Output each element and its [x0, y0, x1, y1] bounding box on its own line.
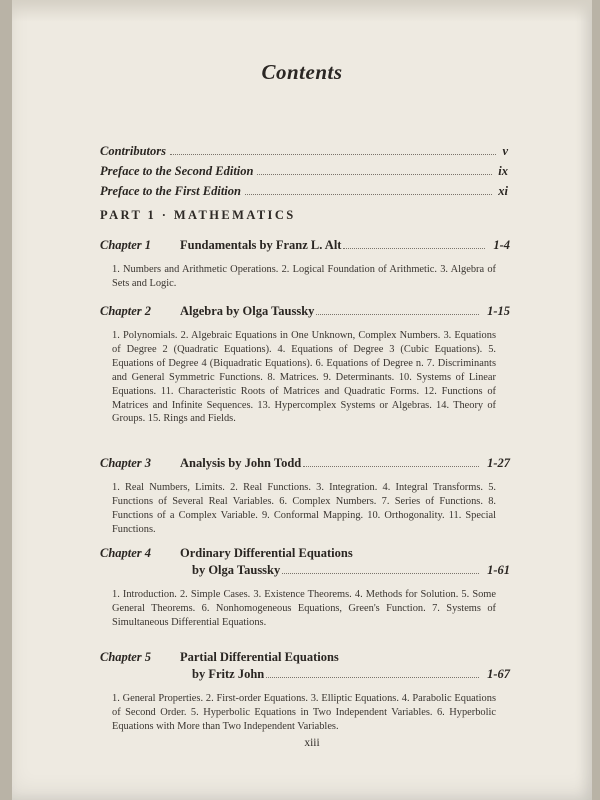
front-matter-entry — [100, 184, 508, 204]
chapter-entry — [100, 238, 510, 291]
entry-page: v — [502, 144, 508, 158]
page-top-shadow — [12, 0, 592, 22]
chapter-number: Chapter 5 — [100, 650, 152, 664]
chapter-title: Partial Differential Equations — [180, 650, 339, 664]
chapter-entry — [100, 456, 510, 537]
chapter-page: 1-27 — [487, 456, 510, 470]
dot-leader — [303, 465, 479, 467]
dot-leader — [343, 247, 485, 249]
chapter-number: Chapter 4 — [100, 546, 152, 560]
chapter-author: by Olga Taussky — [192, 563, 281, 577]
chapter-summary: 1. Polynomials. 2. Algebraic Equations in One Unknown, Complex Numbers. 3. Equations of Degree 2 (Quadratic Equations). 4. Equations of Degree 3 (Cubic Equations). 5. Equations of Degree 4 (Biquadratic Equations). 6. Equations of Degree n. 7. Discriminants and General Symmetric Functions. 8. Matrices. 9. Determinants. 10. Systems of Linear Equations. 11. Characteristic Roots of Matrices and Quadratic Forms. 12. Functions of Matrices and Infinite Sequences. 13. Hypercomplex Systems or Algebras. 14. Theory of Groups. 15. Rings and Fields. — [112, 330, 496, 425]
dot-leader — [316, 313, 479, 315]
dot-leader — [282, 572, 479, 574]
book-page — [12, 0, 592, 800]
part-heading: PART 1 · MATHEMATICS — [100, 208, 296, 222]
entry-label: Preface to the First Edition — [100, 184, 241, 198]
chapter-title: Algebra by Olga Taussky — [180, 304, 315, 318]
chapter-entry — [100, 546, 510, 630]
chapter-title: Fundamentals by Franz L. Alt — [180, 238, 342, 252]
chapter-summary: 1. Real Numbers, Limits. 2. Real Functions. 3. Integration. 4. Integral Transforms. 5. Functions of Several Real Variables. 6. Complex Numbers. 7. Series of Functions. 8. Functions of a Complex Variable. 9. Conformal Mapping. 10. Orthogonality. 11. Special Functions. — [112, 482, 496, 535]
front-matter-entry — [100, 164, 508, 184]
page-title: Contents — [261, 60, 343, 84]
chapter-summary: 1. Introduction. 2. Simple Cases. 3. Existence Theorems. 4. Methods for Solution. 5. Some General Theorems. 6. Nonhomogeneous Equations, Green's Function. 7. Systems of Simultaneous Differential Equations. — [112, 589, 496, 628]
chapter-title: Ordinary Differential Equations — [180, 546, 353, 560]
entry-label: Preface to the Second Edition — [100, 164, 254, 178]
chapter-author: by Fritz John — [192, 667, 265, 681]
entry-page: ix — [498, 164, 508, 178]
chapter-page: 1-15 — [487, 304, 510, 318]
dot-leader — [170, 153, 496, 155]
dot-leader — [257, 173, 492, 175]
chapter-page: 1-67 — [487, 667, 510, 681]
page-number: xiii — [304, 737, 320, 749]
chapter-entry — [100, 304, 510, 426]
dot-leader — [266, 676, 479, 678]
chapter-entry — [100, 650, 510, 734]
chapter-number: Chapter 3 — [100, 456, 152, 470]
entry-page: xi — [498, 184, 508, 198]
chapter-title: Analysis by John Todd — [180, 456, 302, 470]
entry-label: Contributors — [100, 144, 167, 158]
chapter-summary: 1. Numbers and Arithmetic Operations. 2. Logical Foundation of Arithmetic. 3. Algebra of Sets and Logic. — [112, 264, 496, 289]
chapter-summary: 1. General Properties. 2. First-order Equations. 3. Elliptic Equations. 4. Parabolic Equations of Second Order. 5. Hyperbolic Equations in Two Independent Variables. 6. Hyperbolic Equations with More than Two Independent Variables. — [112, 693, 496, 732]
chapter-page: 1-4 — [493, 238, 510, 252]
dot-leader — [245, 193, 492, 195]
chapter-number: Chapter 1 — [100, 238, 152, 252]
front-matter-entry — [100, 144, 508, 164]
chapter-page: 1-61 — [487, 563, 510, 577]
front-matter-list — [100, 144, 508, 204]
chapter-number: Chapter 2 — [100, 304, 152, 318]
